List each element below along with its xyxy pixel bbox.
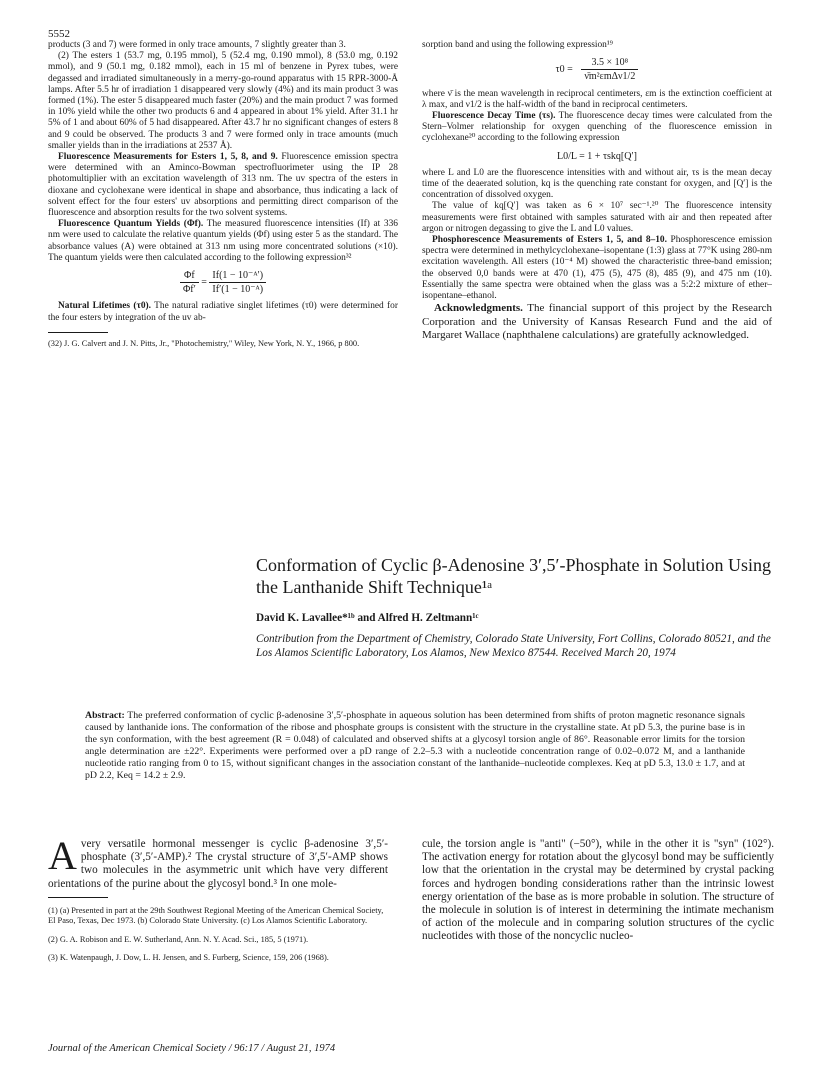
equation-denominator: If′(1 − 10⁻ᴬ) [212, 284, 264, 296]
equation-fraction [581, 57, 638, 82]
section-heading: Fluorescence Decay Time (τs). [432, 111, 556, 122]
paragraph [422, 111, 772, 145]
acknowledgments [422, 302, 772, 342]
drop-cap: A [48, 833, 77, 878]
paragraph-text: Phosphorescence emission spectra were determined in methylcyclohexane–isopentane (1:3) glass at 77°K using 280-nm excitation wavelength. All esters (10⁻⁴ M) showed the characteristic three-band emission; the observed 0,0 bands were at 470 (1), 475 (5), 475 (8), 485 (9), and 475 nm (10). Essentially the same spectra were obtained when the glass was a 5:2:2 mixture of ether–isopentane–ethanol. [422, 235, 773, 302]
article-affiliation: Contribution from the Department of Chemistry, Colorado State University, Fort Collins, Colorado 80521, and the Los Alamos Scientific Laboratory, Los Alamos, New Mexico 87544. Received March 20, 1974 [256, 633, 771, 659]
paragraph-text: The natural radiative singlet lifetimes (τ0) were determined for the four esters by integration of the uv ab- [48, 301, 398, 323]
section-heading: Fluorescence Quantum Yields (Φf). [58, 219, 204, 230]
equation-stern-volmer: L0/L = 1 + τskq[Q′] [557, 150, 637, 162]
paragraph-text: very versatile hormonal messenger is cyclic β-adenosine 3′,5′-phosphate (3′,5′-AMP).² The crystal structure of 3′,5′-AMP shows two molecules in the asymmetric unit which have very different orientations of the purine about the glycosyl bond.³ In one mole- [48, 838, 388, 890]
opening-paragraph [48, 833, 388, 891]
equation-natural-lifetime [422, 57, 772, 82]
paragraph: where L and L0 are the fluorescence intensities with and without air, τs is the mean decay time of the deaerated solution, kq is the quenching rate constant for oxygen, and [Q′] is the concentration of dissolved oxygen. [422, 167, 772, 201]
page-number: 5552 [48, 28, 70, 40]
abstract-label: Abstract: [85, 710, 125, 721]
equation-quantum-yield [48, 270, 398, 295]
section-heading: Fluorescence Measurements for Esters 1, 5, 8, and 9. [58, 152, 278, 163]
equals-sign: = [201, 277, 210, 289]
paragraph: where ν̄ is the mean wavelength in reciprocal centimeters, εm is the extinction coefficient at λ max, and ν1/2 is the half-width of the band in reciprocal centimeters. [422, 88, 772, 110]
paragraph: products (3 and 7) were formed in only trace amounts, 7 slightly greater than 3. [48, 40, 346, 50]
section-heading: Natural Lifetimes (τ0). [58, 301, 151, 312]
paragraph-text: The measured fluorescence intensities (If) at 336 nm were used to calculate the relative quantum yields (Φf) using ester 5 as the standard. The absorbance values (A) were obtained at 313 nm using more concentrated solutions (×10). The quantum yields were then calculated according to the following expression³² [48, 219, 398, 263]
paragraph: (2) The esters 1 (53.7 mg, 0.195 mmol), 5 (52.4 mg, 0.190 mmol), 8 (53.0 mg, 0.192 mmol), and 9 (50.1 mg, 0.182 mmol), each in 15 ml of benzene in Pyrex tubes, were degassed and irradiated simultaneously in a merry-go-round apparatus with 15 RPR-3000-Å lamps. After 5.5 hr of irradiation 1 disappeared very slowly (4%) and its main product 3 was formed (1%). The ester 5 disappeared much faster (20%) and the main product 7 was formed in 10% yield while the other two products 6 and 4 appeared in about 1% yield. After 31.1 hr 5% of 1 and about 60% of 5 had disappeared. After 43.7 hr no significant changes of esters 8 and 9 could be observed. The products 3 and 7 were formed only in trace amounts (much smaller yields than in the irradiations at 2537 Å). [48, 51, 398, 151]
paragraph [48, 219, 398, 264]
footnote: (1) (a) Presented in part at the 29th Southwest Regional Meeting of the American Chemical Society, El Paso, Texas, Dec 1973. (b) Colorado State University. (c) Los Alamos Scientific Laboratory. [48, 906, 384, 926]
footnote-divider [48, 332, 108, 333]
abstract [85, 710, 745, 782]
equation-fraction [180, 270, 199, 295]
footnote-divider [48, 897, 108, 898]
journal-footer: Journal of the American Chemical Society / 96:17 / August 21, 1974 [48, 1043, 336, 1054]
body-left-column [48, 833, 388, 971]
footnote: (3) K. Watenpaugh, J. Dow, L. H. Jensen, and S. Furberg, Science, 159, 206 (1968). [48, 952, 329, 962]
paragraph-text: Fluorescence emission spectra were determined with an Aminco-Bowman spectrofluorimeter using the IP 28 photomultiplier with an excitation wavelength of 313 nm. The uv spectra of the esters in dioxane and cyclohexane were identical in shape and absorbance, thus indicating a lack of solvent effect for the four esters' uv absorptions and permitting direct comparison of the fluorescence and absorption results for the two solvent systems. [48, 152, 399, 219]
paragraph [422, 235, 772, 302]
paragraph-text: The fluorescence decay times were calculated from the Stern–Volmer relationship for oxygen quenching of the fluorescence emission in cyclohexane²⁰ according to the following expression [422, 111, 772, 144]
footnote: (32) J. G. Calvert and J. N. Pitts, Jr., "Photochemistry," Wiley, New York, N. Y., 1966, p 800. [48, 338, 360, 348]
paragraph: cule, the torsion angle is "anti" (−50°), while in the other it is "syn" (102°). The activation energy for rotation about the glycosyl bond may be sufficiently low that the orientation in the crystal may be determined by crystal packing forces and hydrogen bonding considerations rather than the intrinsic lowest energy orientation of the base as is more probable in solution. The structure of the molecule in solution is of interest in determining the intimate mechanism of action of the molecule and in comparing solution structures of the cyclic nucleotides with those of the noncyclic nucleo- [422, 838, 774, 943]
article-title: Conformation of Cyclic β-Adenosine 3′,5′-Phosphate in Solution Using the Lanthanide Shift Technique¹ᵃ [256, 555, 771, 597]
paragraph: sorption band and using the following expression¹⁹ [422, 40, 613, 50]
paragraph: The value of kq[Q′] was taken as 6 × 10⁷ sec⁻¹.²⁰ The fluorescence intensity measurements were first obtained with samples saturated with air and then repeated after argon or nitrogen degassing to give the L and L0 values. [422, 201, 772, 234]
right-column [422, 40, 772, 342]
paragraph [48, 152, 398, 219]
paragraph-text: The financial support of this project by the Research Corporation and the University of Kansas Research Fund and the aid of Margaret Wallace (naphthalene calculations) are gratefully acknowledged. [422, 302, 772, 341]
article-authors: David K. Lavallee*¹ᵇ and Alfred H. Zeltmann¹ᶜ [256, 612, 479, 624]
equation-fraction [209, 270, 266, 295]
equation-denominator: Φf′ [182, 284, 196, 296]
left-column [48, 40, 398, 349]
equation-lhs: τ0 = [555, 64, 573, 76]
footnote: (2) G. A. Robison and E. W. Sutherland, Ann. N. Y. Acad. Sci., 185, 5 (1971). [48, 934, 309, 944]
section-heading: Phosphorescence Measurements of Esters 1, 5, and 8–10. [432, 235, 667, 246]
body-right-column [422, 838, 774, 944]
equation-numerator: Φf [180, 270, 199, 283]
section-heading: Acknowledgments. [434, 302, 523, 315]
paragraph [48, 301, 398, 323]
equation-denominator: ν̄m²εmΔν1/2 [584, 71, 636, 83]
equation-numerator: 3.5 × 10⁸ [581, 57, 638, 70]
equation-numerator: If(1 − 10⁻ᴬ′) [209, 270, 266, 283]
abstract-text: The preferred conformation of cyclic β-adenosine 3′,5′-phosphate in aqueous solution has been determined from shifts of proton magnetic resonance signals caused by lanthanide ions. The conformation of the ribose and phosphate groups is consistent with the structure in the crystalline state. At pD 5.3, the purine base is in the syn conformation, with the best agreement (R = 0.048) of calculated and observed shifts at a glycosyl torsion angle of 86°. Reasonable error limits for the torsion angle determination are ±22°. Experiments were performed over a pD range of 2.2–5.3 with a nucleotide concentration range of 0.02–0.072 M, and a lanthanide nucleotide ratio ranging from 0 to 15, without significant changes in the association constant of the lanthanide–nucleotide complexes. Keq at pD 5.3, 13.0 ± 1.7, and at pD 2.2, Keq = 14.2 ± 2.9. [85, 710, 745, 781]
